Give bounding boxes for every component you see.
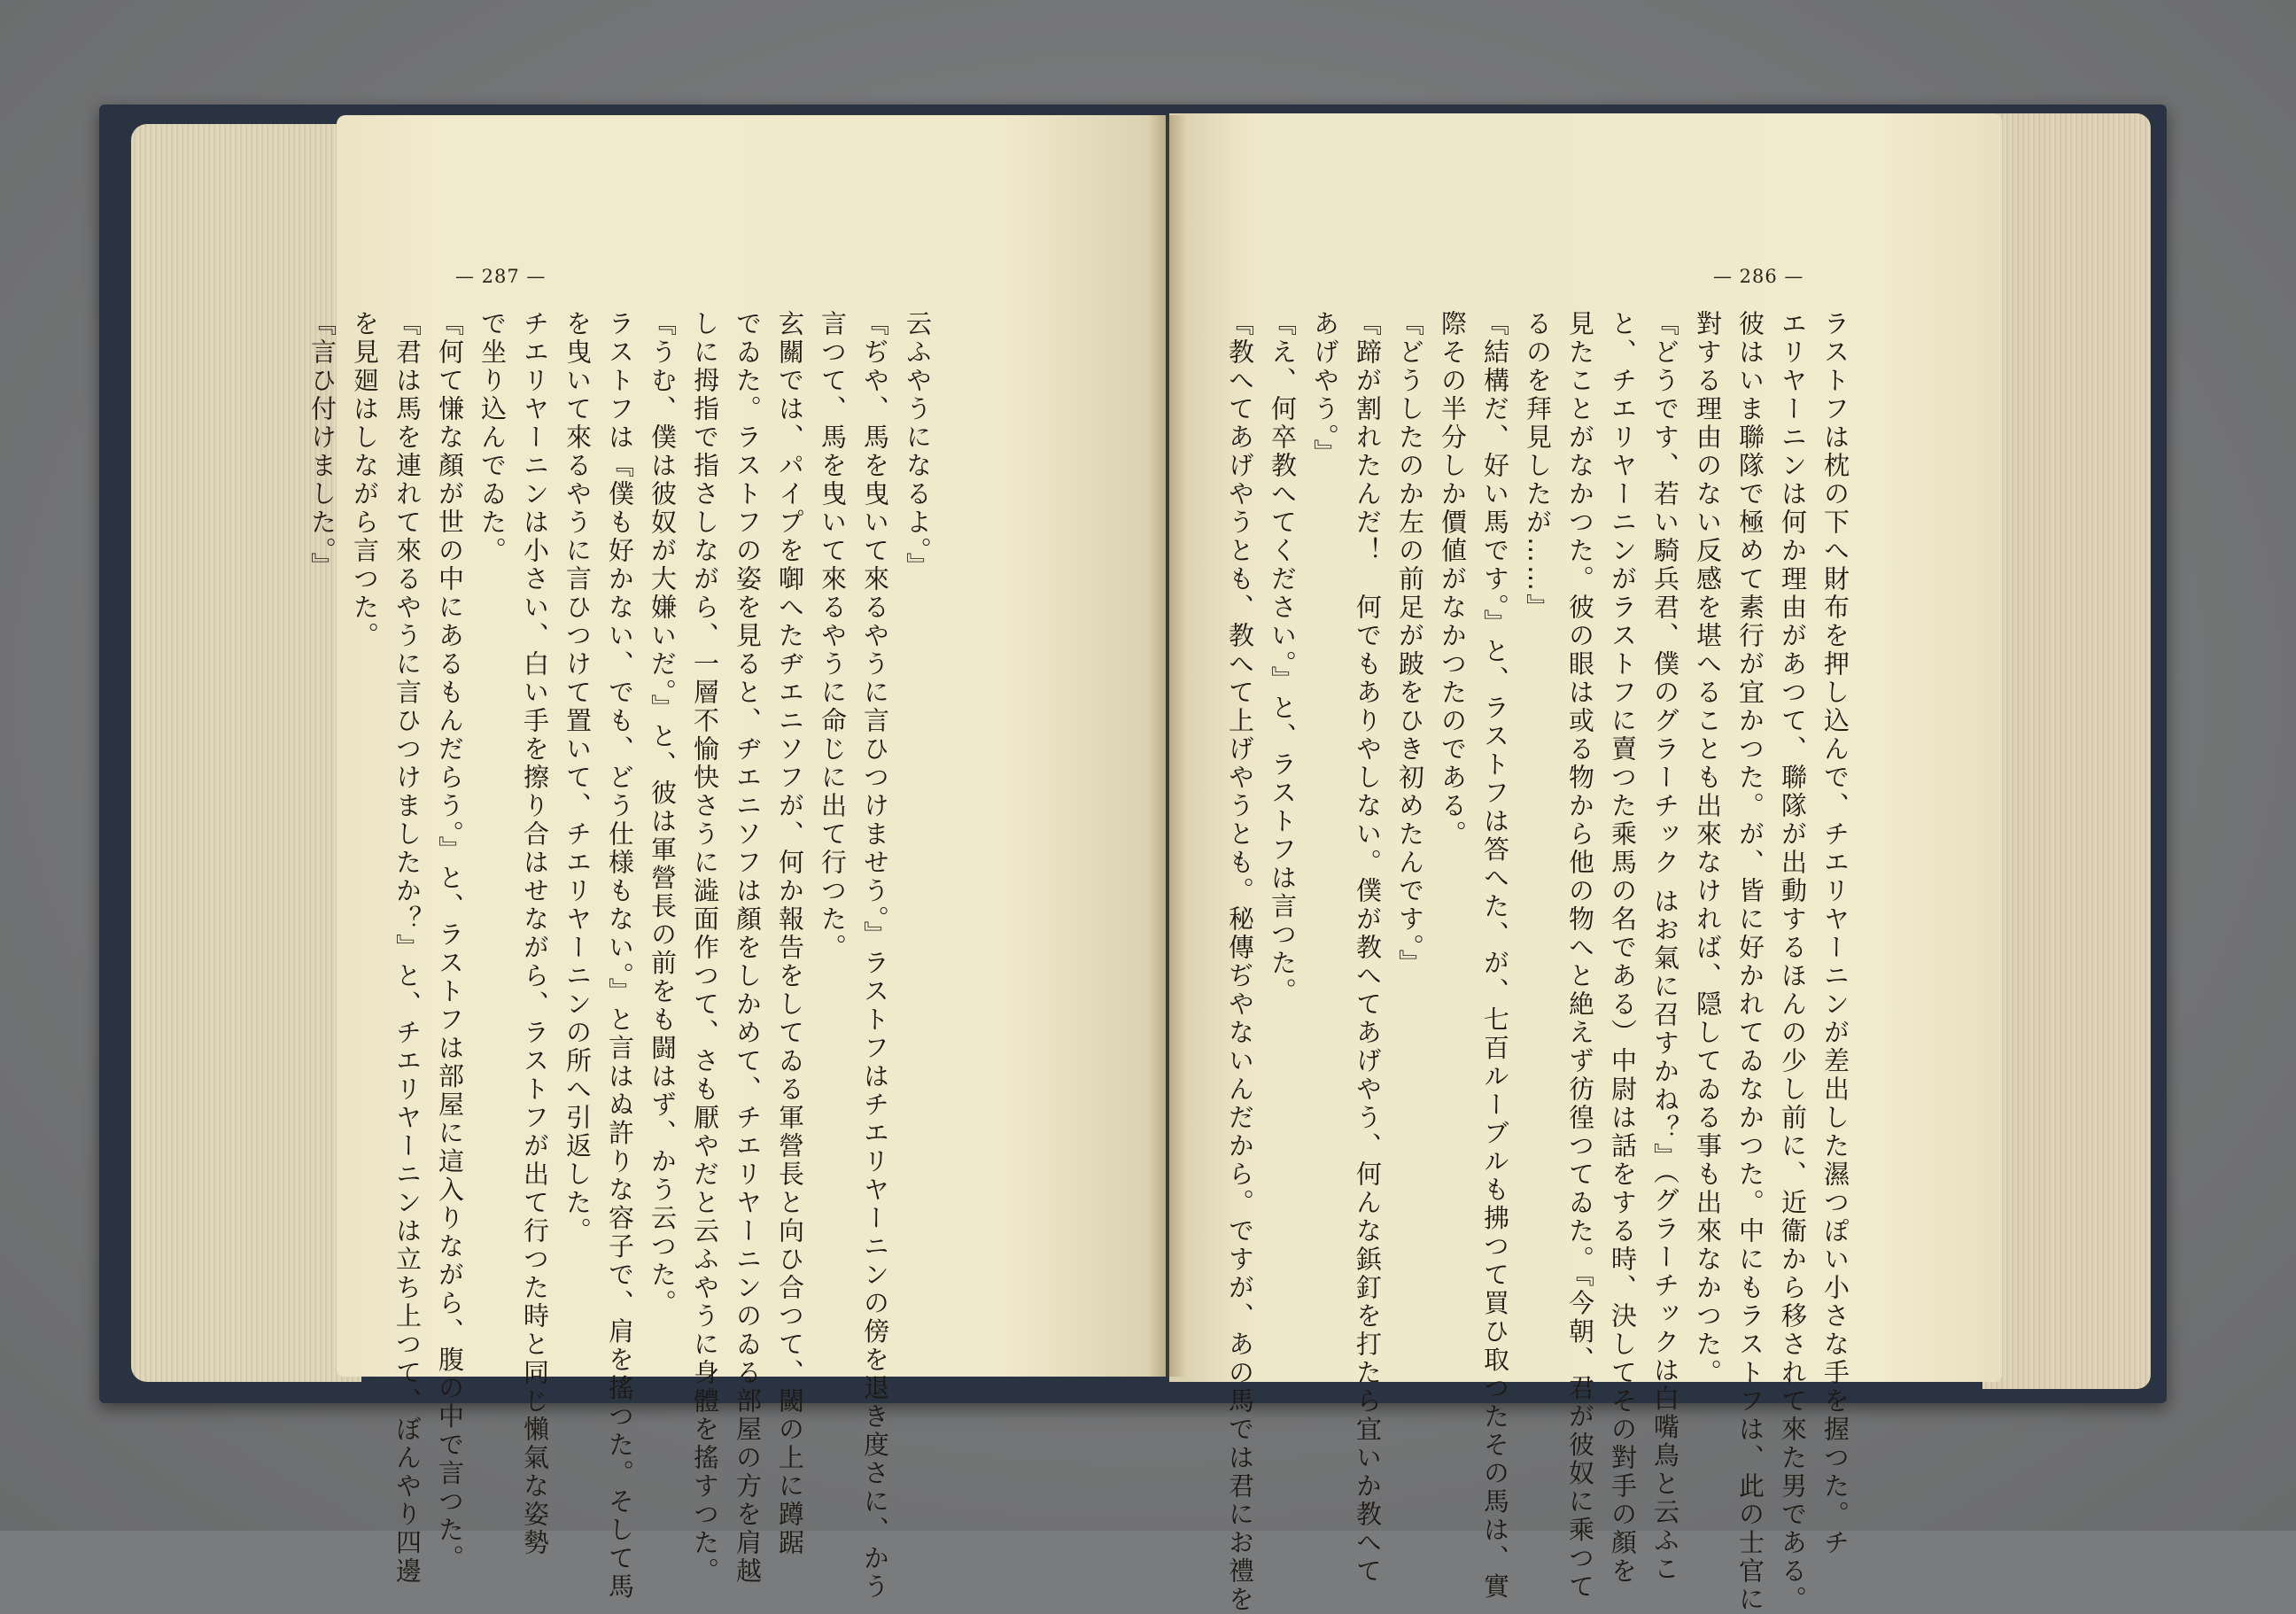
text-line: あげやう。』	[1310, 310, 1340, 468]
text-line: 『蹄が割れたんだ！ 何でもありやしない。僕が教へてあげやう、何んな鋲釘を打たら宜いか教へて	[1353, 310, 1383, 1586]
text-line: 『結構だ、好い馬です。』と、ラストフは答へた、が、七百ルーブルも拂つて買ひ取つたその馬は、實	[1480, 310, 1510, 1602]
text-line: を見廻はしながら言つた。	[350, 310, 380, 650]
text-line: ラストフは『僕も好かない、でも、どう仕様もない。』と言はぬ許りな容子で、肩を搖つた。そして馬	[605, 310, 635, 1602]
text-line: と、チエリヤーニンがラストフに賣つた乘馬の名である）中尉は話をする時、決してその對手の顏を	[1608, 310, 1638, 1586]
right-page-number: — 286 —	[1713, 266, 1804, 287]
text-line: エリヤーニンは何か理由があつて、聯隊が出動するほんの少し前に、近衞から移されて來た男である。	[1778, 310, 1808, 1614]
left-page-number: — 287 —	[455, 266, 547, 287]
text-line: 『君は馬を連れて來るやうに言ひつけましたか？』と、チエリヤーニンは立ち上つて、ぼんやり四邊	[392, 310, 423, 1586]
left-page-text	[307, 310, 939, 1602]
text-line: チエリヤーニンは小さい、白い手を擦り合はせながら、ラストフが出て行つた時と同じ懶氣な姿勢	[520, 310, 550, 1557]
text-line: 『うむ、僕は彼奴が大嫌いだ。』と、彼は軍營長の前をも闘はず、かう云つた。	[648, 310, 678, 1318]
text-line: 彼はいま聯隊で極めて素行が宜かつた。が、皆に好かれてゐなかつた。中にもラストフは、此の士官に	[1735, 310, 1765, 1614]
text-line: 云ふやうになるよ。』	[903, 310, 933, 581]
text-line: 『どうです、若い騎兵君、僕のグラーチック はお氣に召すかね？』（グラーチックは白嘴鳥と云ふこ	[1650, 310, 1680, 1584]
text-line: 玄關では、パイプを啣へたヂエニソフが、何か報告をしてゐる軍營長と向ひ合つて、閾の上に蹲踞	[775, 310, 805, 1557]
text-line: 『教へてあげやうとも、教へて上げやうとも。秘傳ぢやないんだから。ですが、あの馬では君にお禮を	[1225, 310, 1255, 1614]
text-line: 際その半分しか價値がなかつたのである。	[1438, 310, 1468, 849]
text-line: を曳いて來るやうに言ひつけて置いて、チエリヤーニンの所へ引返した。	[562, 310, 593, 1245]
text-line: 『言ひ付けました。』	[307, 310, 337, 581]
text-line: 見たことがなかつた。彼の眼は或る物から他の物へと絶えず彷徨つてゐた。『今朝、君が彼奴に乘つて	[1565, 310, 1595, 1602]
right-page-edges	[1982, 113, 2151, 1389]
text-line: ラストフは枕の下へ財布を押し込んで、チエリヤーニンが差出した濕つぽい小さな手を握つた。チ	[1820, 310, 1850, 1557]
text-line: 言つて、馬を曳いて來るやうに命じに出て行つた。	[818, 310, 848, 962]
text-line: 『え、何卒教へてください。』と、ラストフは言つた。	[1268, 310, 1298, 1006]
text-line: 對する理由のない反感を堪へることも出來なければ、隠してゐる事も出來なかつた。	[1693, 310, 1723, 1387]
text-line: で坐り込んでゐた。	[477, 310, 508, 565]
text-line: 『何て慊な顏が世の中にあるもんだらう。』と、ラストフは部屋に這入りながら、腹の中で言つた。	[435, 310, 465, 1573]
right-page-text	[1208, 310, 1857, 1614]
text-line: るのを拜見したが……』	[1523, 310, 1553, 622]
text-line: 『どうしたのか左の前足が跛をひき初めたんです。』	[1395, 310, 1425, 978]
text-line: しに拇指で指さしながら、一層不愉快さうに澁面作つて、さも厭やだと云ふやうに身體を搖すつた。	[690, 310, 720, 1586]
text-line: 『ぢや、馬を曳いて來るやうに言ひつけませう。』ラストフはチエリヤーニンの傍を退き度さに、かう	[860, 310, 890, 1602]
book-gutter	[1148, 115, 1187, 1377]
text-line: でゐた。ラストフの姿を見ると、ヂエニソフは顏をしかめて、チエリヤーニンのゐる部屋の方を肩越	[733, 310, 763, 1586]
